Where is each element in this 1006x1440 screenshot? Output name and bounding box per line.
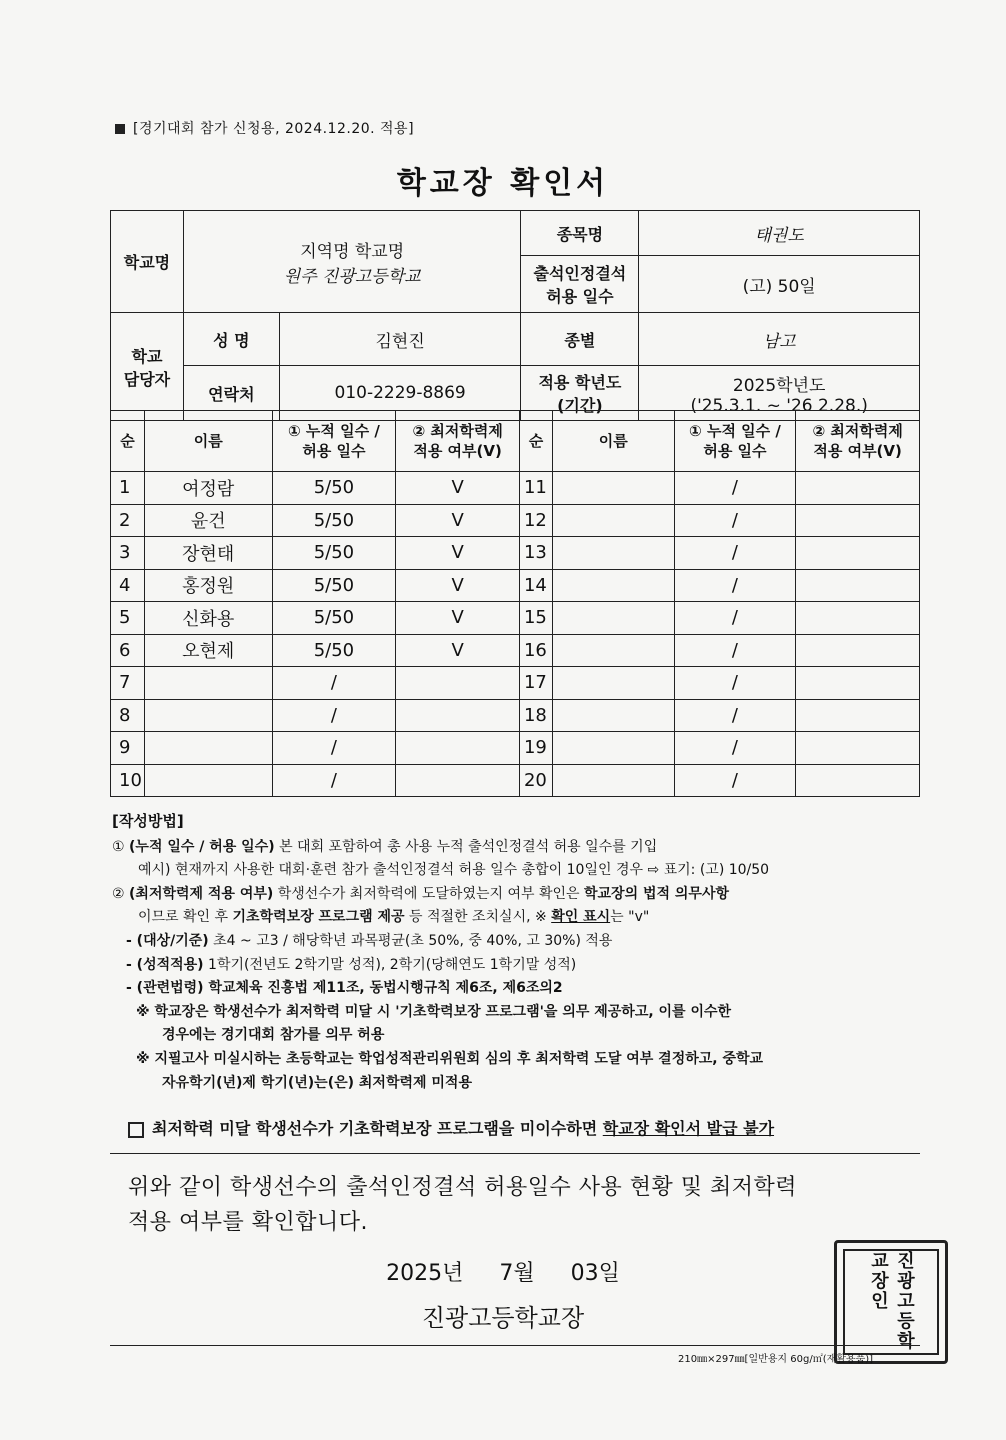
- min-grade-check: [796, 602, 920, 635]
- table-row: [111, 634, 920, 667]
- writing-method-section: [112, 810, 922, 1095]
- detail-grades-text: 1학기(전년도 2학기말 성적), 2학기(당해연도 1학기말 성적): [208, 956, 577, 973]
- contact-value: 010-2229-8869: [279, 366, 521, 421]
- student-name: [552, 472, 674, 505]
- student-name: [552, 504, 674, 537]
- table-row: [111, 667, 920, 700]
- row-number: 9: [111, 732, 145, 765]
- student-name: 신화용: [144, 602, 272, 635]
- school-name-cell: [183, 211, 521, 313]
- student-name: [552, 602, 674, 635]
- min-grade-check: [796, 504, 920, 537]
- days-used: /: [674, 537, 796, 570]
- date-year: 2025년: [386, 1261, 464, 1286]
- row-number: 20: [519, 764, 552, 797]
- col-header-name-2: 이름: [552, 411, 674, 472]
- form-version-text: [경기대회 참가 신청용, 2024.12.20. 적용]: [133, 121, 415, 137]
- row-number: 10: [111, 764, 145, 797]
- student-name: [144, 699, 272, 732]
- min-grade-check: [796, 634, 920, 667]
- row-number: 13: [519, 537, 552, 570]
- row-number: 3: [111, 537, 145, 570]
- student-roster-table: [110, 410, 920, 797]
- days-used: 5/50: [272, 504, 396, 537]
- days-used: /: [272, 667, 396, 700]
- table-row: [111, 764, 920, 797]
- min-grade-check: [396, 732, 520, 765]
- col-header-min-2-line2: 적용 여부(V): [813, 442, 902, 460]
- days-used: /: [674, 634, 796, 667]
- row-number: 8: [111, 699, 145, 732]
- method-item-1-num: ①: [112, 838, 125, 855]
- student-name: [552, 699, 674, 732]
- method-item-2-mark: 확인 표시: [551, 909, 611, 926]
- notice-text: 최저학력 미달 학생선수가 기초학력보장 프로그램을 미이수하면: [152, 1119, 598, 1138]
- days-used: /: [674, 569, 796, 602]
- days-used: 5/50: [272, 472, 396, 505]
- table-row: [111, 537, 920, 570]
- row-number: 18: [519, 699, 552, 732]
- note-1-line2: 경우에는 경기대회 참가를 의무 허용: [162, 1027, 385, 1044]
- student-name: [144, 732, 272, 765]
- min-grade-check: [796, 569, 920, 602]
- student-name: [552, 634, 674, 667]
- year-label-line2: (기간): [557, 396, 603, 415]
- method-item-2-num: ②: [112, 885, 125, 902]
- days-used: /: [674, 667, 796, 700]
- col-header-min-line2: 적용 여부(V): [413, 442, 502, 460]
- method-item-2-cont-c: 등 적절한 조치실시, ※: [409, 909, 547, 926]
- row-number: 6: [111, 634, 145, 667]
- method-item-2: [112, 883, 922, 907]
- method-item-2-duty: 학교장의 법적 의무사항: [584, 885, 729, 902]
- row-number: 7: [111, 667, 145, 700]
- row-number: 1: [111, 472, 145, 505]
- min-grade-check: V: [396, 537, 520, 570]
- days-used: 5/50: [272, 602, 396, 635]
- note-2-line1: ※ 지필고사 미실시하는 초등학교는 학업성적관리위원회 심의 후 최저학력 도달 여부 결정하고, 중학교: [136, 1050, 764, 1067]
- row-number: 4: [111, 569, 145, 602]
- student-name: [144, 667, 272, 700]
- student-name: [552, 537, 674, 570]
- days-used: /: [272, 699, 396, 732]
- method-item-2-cont: [112, 906, 922, 930]
- days-used: /: [674, 699, 796, 732]
- row-number: 2: [111, 504, 145, 537]
- col-header-no: 순: [111, 411, 145, 472]
- table-row: [111, 602, 920, 635]
- method-item-2-program: 기초학력보장 프로그램 제공: [232, 909, 405, 926]
- method-item-2-cont-a: 이므로 확인 후: [138, 909, 229, 926]
- col-header-days: [272, 411, 396, 472]
- school-name-value: 원주 진광고등학교: [283, 266, 421, 287]
- detail-target-text: 초4 ~ 고3 / 해당학년 과목평균(초 50%, 중 40%, 고 30%) 적용: [213, 932, 613, 949]
- absence-value: (고) 50일: [639, 256, 920, 313]
- row-number: 11: [519, 472, 552, 505]
- name-value: 김현진: [279, 313, 521, 366]
- statement-line1: 위와 같이 학생선수의 출석인정결석 허용일수 사용 현황 및 최저학력: [128, 1175, 798, 1200]
- form-version-note: [115, 118, 414, 138]
- date-month: 7월: [499, 1261, 535, 1286]
- absence-label-line2: 허용 일수: [546, 287, 614, 306]
- min-grade-check: V: [396, 602, 520, 635]
- days-used: /: [674, 472, 796, 505]
- absence-label: [521, 256, 639, 313]
- signer-name: 진광고등학교장: [421, 1304, 585, 1332]
- min-grade-check: V: [396, 569, 520, 602]
- gender-label: 종별: [521, 313, 639, 366]
- table-row: [111, 472, 920, 505]
- row-number: 14: [519, 569, 552, 602]
- min-grade-check: [796, 537, 920, 570]
- min-grade-check: V: [396, 504, 520, 537]
- detail-target: [112, 930, 922, 954]
- manager-label-line2: 담당자: [123, 369, 171, 389]
- col-header-min-2-line1: ② 최저학력제: [812, 421, 903, 440]
- days-used: 5/50: [272, 634, 396, 667]
- row-number: 5: [111, 602, 145, 635]
- days-used: /: [674, 504, 796, 537]
- school-info-table: [110, 210, 920, 421]
- school-label: 학교명: [111, 211, 184, 313]
- student-name: 장현태: [144, 537, 272, 570]
- method-item-2-text: 학생선수가 최저학력에 도달하였는지 여부 확인은: [277, 885, 580, 902]
- date-day: 03일: [570, 1261, 620, 1286]
- days-used: 5/50: [272, 569, 396, 602]
- student-name: [144, 764, 272, 797]
- col-header-days-2-line2: 허용 일수: [703, 442, 767, 460]
- issuance-notice: [128, 1116, 774, 1139]
- note-1-line1: ※ 학교장은 학생선수가 최저학력 미달 시 '기초학력보장 프로그램'을 의무 제공하고, 이를 이수한: [136, 1003, 732, 1020]
- paper-spec-footer: 210㎜×297㎜[일반용지 60g/㎡(재활용품)]: [678, 1354, 874, 1365]
- student-name: 윤건: [144, 504, 272, 537]
- min-grade-check: [796, 732, 920, 765]
- method-item-1-example: 예시) 현재까지 사용한 대회·훈련 참가 출석인정결석 허용 일수 총합이 10일인 경우 ⇨ 표기: (고) 10/50: [138, 862, 770, 879]
- detail-law-label: - (관련법령): [126, 980, 204, 997]
- name-label: 성 명: [183, 313, 279, 366]
- col-header-days-2: [674, 411, 796, 472]
- days-used: /: [674, 732, 796, 765]
- detail-grades-label: - (성적적용): [126, 956, 204, 973]
- method-item-2-title: (최저학력제 적용 여부): [129, 885, 274, 902]
- absence-label-line1: 출석인정결석: [533, 264, 627, 283]
- method-item-2-cont-e: 는 "v": [610, 909, 650, 926]
- col-header-min: [396, 411, 520, 472]
- days-used: /: [272, 764, 396, 797]
- detail-grades: [112, 954, 922, 978]
- table-row: [111, 569, 920, 602]
- page-title: 학교장 확인서: [396, 166, 610, 201]
- roster-body: [111, 472, 920, 797]
- contact-label: 연락처: [183, 366, 279, 421]
- year-value-line2: ('25.3.1. ~ '26 2.28.): [690, 395, 868, 416]
- min-grade-check: [796, 472, 920, 505]
- detail-law: [112, 977, 922, 1001]
- col-header-min-line1: ② 최저학력제: [412, 421, 503, 440]
- student-name: 홍정원: [144, 569, 272, 602]
- student-name: 오현제: [144, 634, 272, 667]
- row-number: 15: [519, 602, 552, 635]
- min-grade-check: [796, 667, 920, 700]
- col-header-min-2: [796, 411, 920, 472]
- gender-value: 남고: [639, 313, 920, 366]
- table-row: [111, 732, 920, 765]
- manager-label-line1: 학교: [131, 346, 163, 366]
- method-heading: [작성방법]: [112, 812, 184, 830]
- row-number: 17: [519, 667, 552, 700]
- days-used: /: [674, 764, 796, 797]
- notice-emphasis: 학교장 확인서 발급 불가: [602, 1119, 775, 1138]
- student-name: [552, 667, 674, 700]
- confirmation-statement: [128, 1170, 918, 1240]
- min-grade-check: [396, 764, 520, 797]
- method-item-1-title: (누적 일수 / 허용 일수): [129, 838, 275, 855]
- col-header-days-line2: 허용 일수: [302, 442, 366, 460]
- min-grade-check: V: [396, 472, 520, 505]
- statement-line2: 적용 여부를 확인합니다.: [128, 1210, 369, 1235]
- year-value-line1: 2025학년도: [732, 375, 826, 396]
- days-used: /: [272, 732, 396, 765]
- col-header-no-2: 순: [519, 411, 552, 472]
- min-grade-check: [796, 764, 920, 797]
- detail-target-label: - (대상/기준): [126, 932, 209, 949]
- min-grade-check: [396, 699, 520, 732]
- min-grade-check: [796, 699, 920, 732]
- col-header-days-2-line1: ① 누적 일수 /: [689, 421, 781, 440]
- student-name: [552, 764, 674, 797]
- row-number: 16: [519, 634, 552, 667]
- row-number: 12: [519, 504, 552, 537]
- divider-top: [110, 1153, 920, 1154]
- square-bullet-icon: [115, 124, 125, 134]
- sport-value: 태권도: [639, 211, 920, 256]
- min-grade-check: [396, 667, 520, 700]
- row-number: 19: [519, 732, 552, 765]
- student-name: 여정람: [144, 472, 272, 505]
- method-item-1-text: 본 대회 포함하여 총 사용 누적 출석인정결석 허용 일수를 기입: [279, 838, 658, 855]
- sport-label: 종목명: [521, 211, 639, 256]
- manager-label: [111, 313, 184, 421]
- table-row: [111, 504, 920, 537]
- col-header-name: 이름: [144, 411, 272, 472]
- detail-law-text: 학교체육 진흥법 제11조, 동법시행규칙 제6조, 제6조의2: [208, 980, 563, 997]
- method-item-1: [112, 836, 922, 860]
- checkbox-square-icon: [128, 1122, 144, 1138]
- note-2-line2: 자유학기(년)제 학기(년)는(은) 최저학력제 미적용: [162, 1074, 472, 1091]
- student-name: [552, 569, 674, 602]
- school-name-caption: 지역명 학교명: [300, 241, 405, 262]
- seal-text: 진광고등학교장인: [868, 1251, 915, 1351]
- col-header-days-line1: ① 누적 일수 /: [288, 421, 380, 440]
- divider-bottom: [110, 1345, 920, 1346]
- table-row: [111, 699, 920, 732]
- student-name: [552, 732, 674, 765]
- days-used: 5/50: [272, 537, 396, 570]
- year-label-line1: 적용 학년도: [538, 373, 622, 392]
- days-used: /: [674, 602, 796, 635]
- min-grade-check: V: [396, 634, 520, 667]
- seal-inner: [843, 1249, 939, 1355]
